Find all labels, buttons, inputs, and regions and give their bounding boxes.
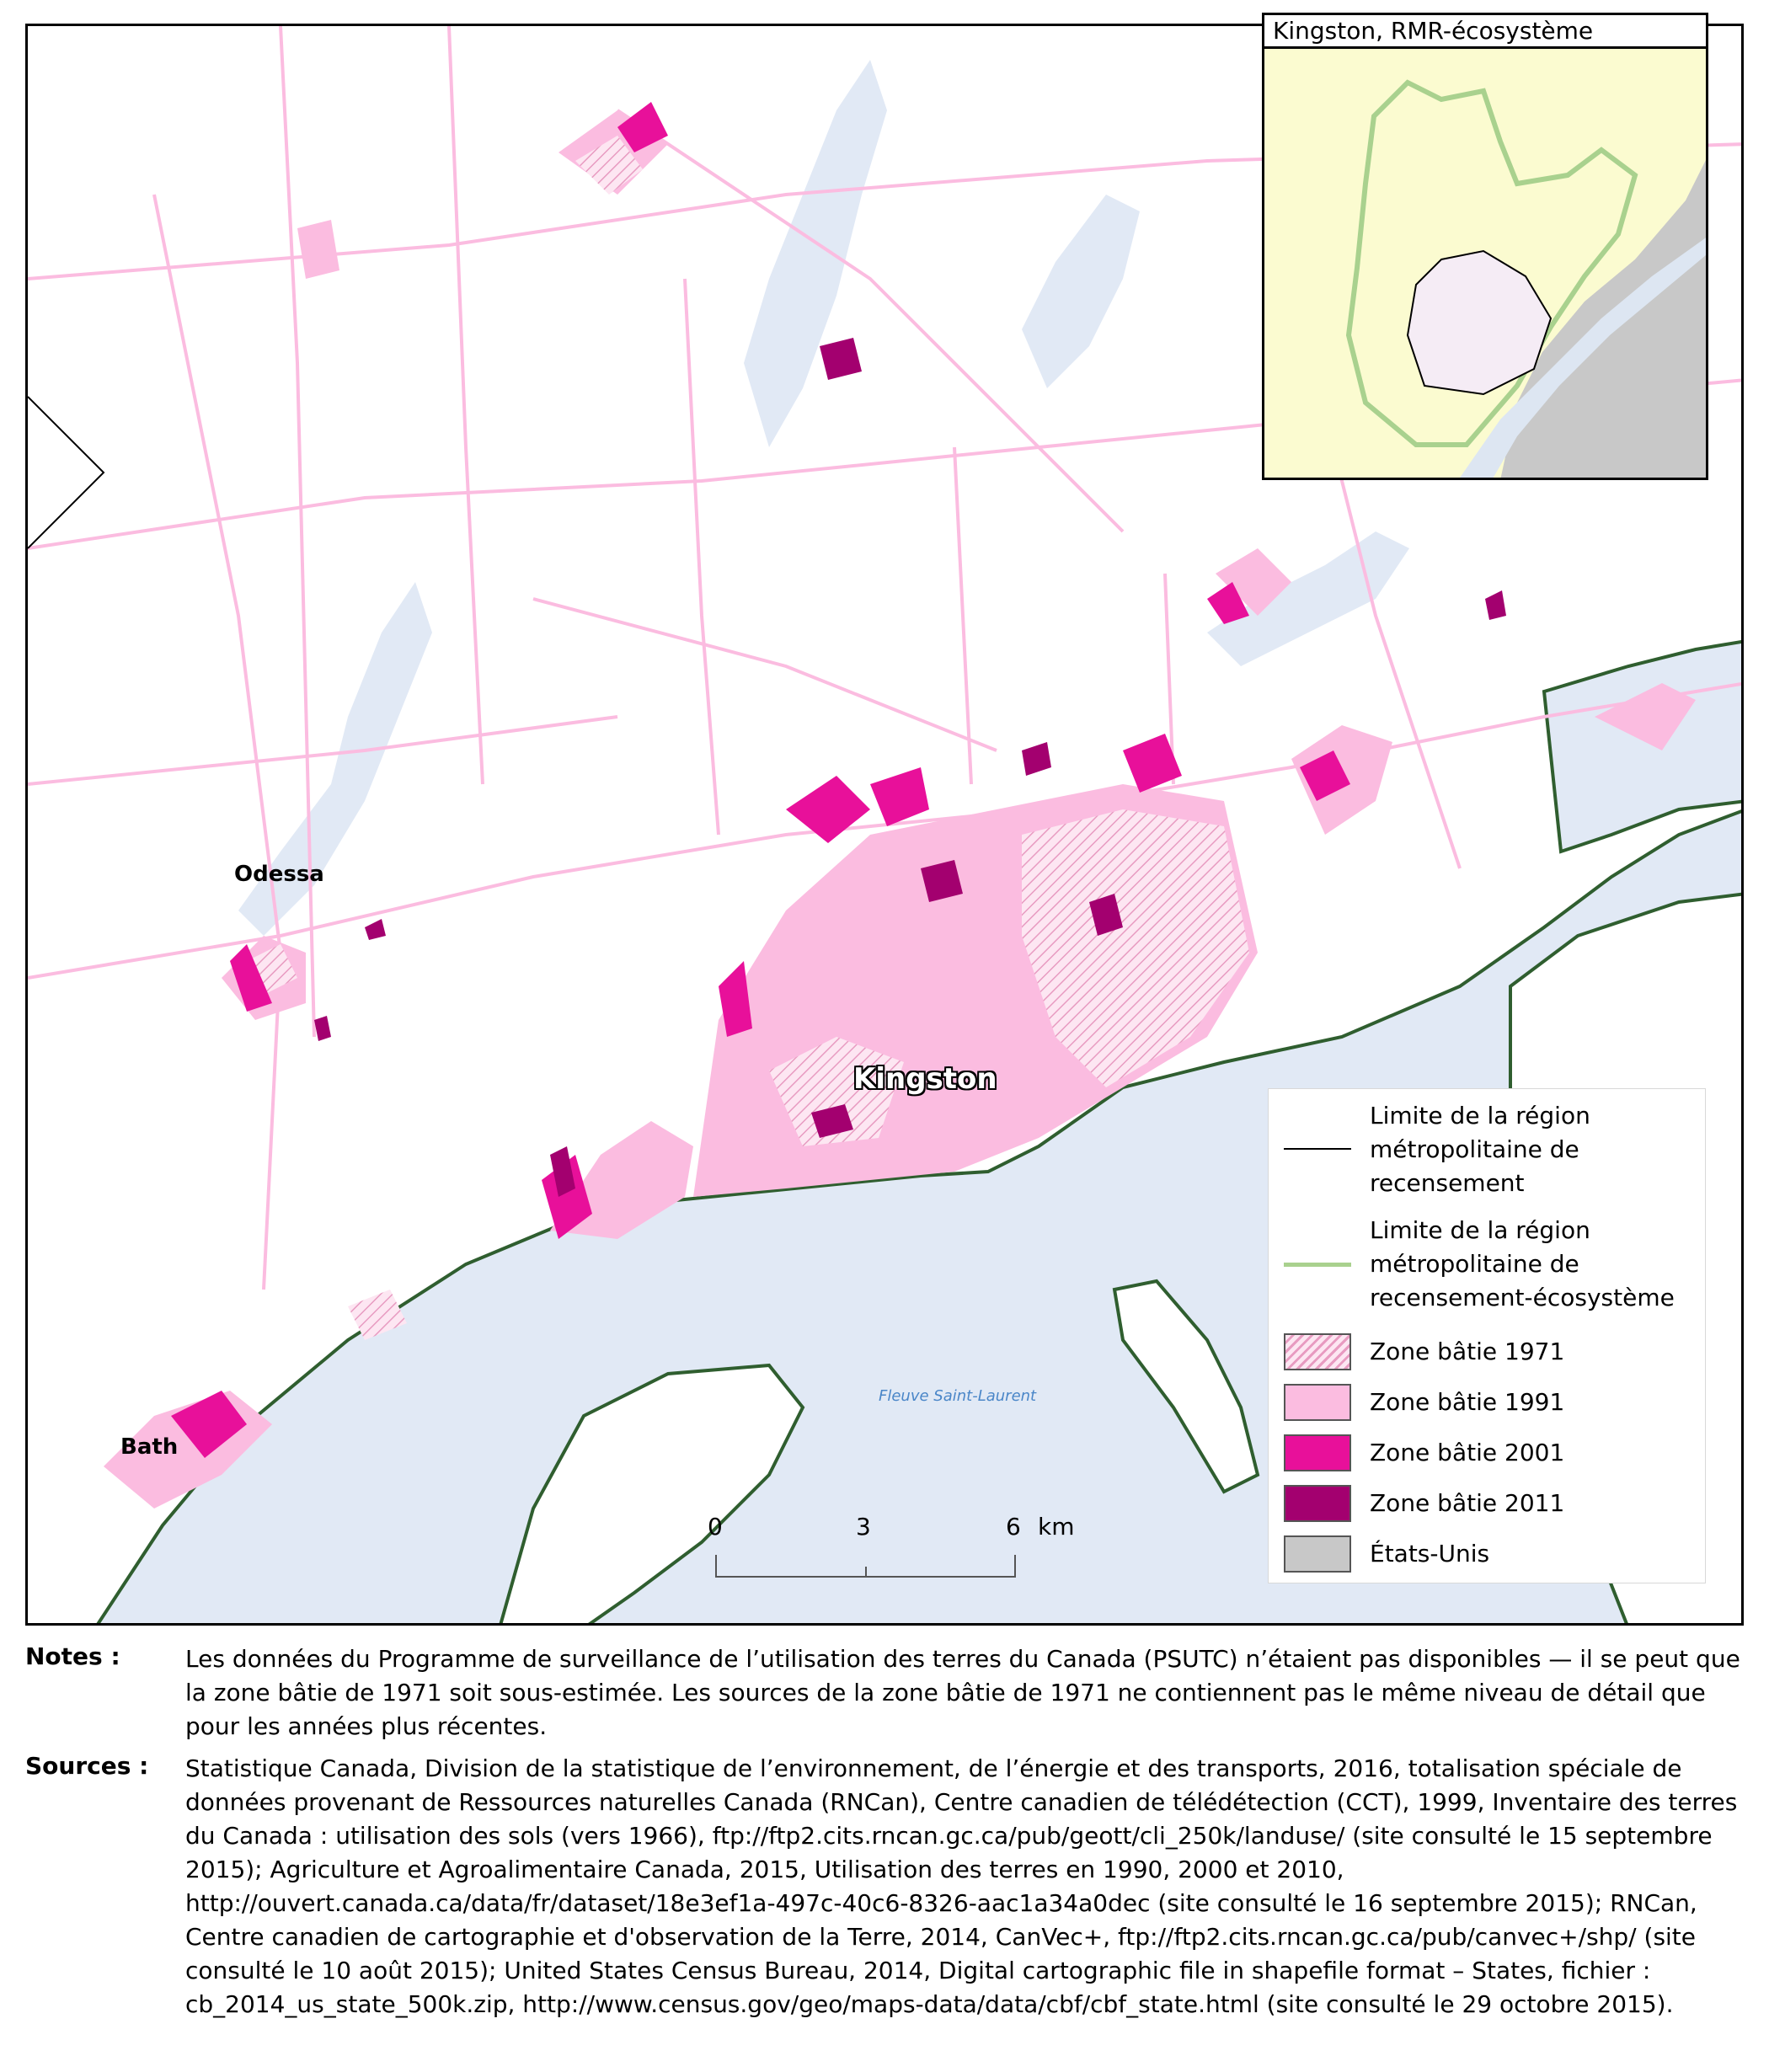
scale-tick-3: 3 (856, 1513, 871, 1541)
sources-heading: Sources : (25, 1752, 149, 1780)
legend-swatch-2001 (1284, 1434, 1351, 1471)
river-label: Fleuve Saint-Laurent (879, 1387, 1037, 1405)
scale-unit: km (1038, 1513, 1075, 1541)
scale-tick-0: 0 (708, 1513, 723, 1541)
kingston-label: Kingston (853, 1062, 997, 1096)
legend-label: Zone bâtie 2011 (1370, 1489, 1565, 1517)
inset-cma-boundary (1408, 251, 1551, 394)
sources-text: Statistique Canada, Division de la statistique de l’environnement, de l’énergie et des transports, 2016, totalisation spéciale de données provenant de Ressources naturelles Canada (RNCan), Centre canadien de télédétection (CCT), 1999, Inventaire des terres du Canada : utilisation des sols (vers 1966), ftp://ftp2.cits.rncan.gc.ca/pub/geott/cli_250k/landuse/ (site consulté le 15 septembre 2015); Agriculture et Agroalimentaire Canada, 2015, Utilisation des terres en 1990, 2000 et 2010, http://ouvert.canada.ca/data/fr/dataset/18e3ef1a-497c-40c6-8326-aac1a34a0dec (site consulté le 16 septembre 2015); RNCan, Centre canadien de cartographie et d'observation de la Terre, 2014, CanVec+, ftp://ftp2.cits.rncan.gc.ca/pub/canvec+/shp/ (site consulté le 10 août 2015); United States Census Bureau, 2014, Digital cartographic file in shapefile format – States, fichier : cb_2014_us_state_500k.zip, http://www.census.gov/geo/maps-data/data/cbf/cbf_state.html (site consulté le 29 octobre 2015). (185, 1754, 1738, 2018)
map-legend (1268, 1088, 1706, 1583)
inset-map (1262, 13, 1708, 480)
legend-swatch-1991 (1284, 1384, 1351, 1421)
notes-text: Les données du Programme de surveillance de l’utilisation des terres du Canada (PSUTC) n’étaient pas disponibles — il se peut que la zone bâtie de 1971 soit sous-estimée. Les sources de la zone bâtie de 1971 ne contiennent pas le même niveau de détail que pour les années plus récentes. (185, 1645, 1740, 1740)
bath-label: Bath (120, 1434, 179, 1460)
legend-label: Limite de la région métropolitaine de recensement (1370, 1102, 1590, 1197)
scale-bar (691, 1513, 1075, 1589)
legend-label: États-Unis (1370, 1540, 1490, 1567)
cma-boundary (28, 397, 104, 548)
legend-label: Zone bâtie 1971 (1370, 1338, 1565, 1365)
legend-swatch-usa (1284, 1535, 1351, 1573)
notes-heading: Notes : (25, 1642, 120, 1670)
legend-swatch-ecosystem-line (1284, 1263, 1351, 1267)
legend-swatch-1971 (1284, 1333, 1351, 1370)
legend-swatch-cma-line (1284, 1148, 1351, 1150)
inset-canvas (1264, 49, 1708, 480)
legend-label: Limite de la région métropolitaine de recensement-écosystème (1370, 1216, 1675, 1311)
lake-north (744, 60, 887, 447)
legend-label: Zone bâtie 1991 (1370, 1388, 1565, 1416)
inset-title: Kingston, RMR-écosystème (1264, 15, 1706, 49)
lake-northeast (1022, 195, 1140, 388)
odessa-label: Odessa (234, 862, 324, 887)
legend-swatch-2011 (1284, 1485, 1351, 1522)
scale-tick-6: 6 (1006, 1513, 1021, 1541)
legend-label: Zone bâtie 2001 (1370, 1439, 1565, 1466)
scale-bar-line (708, 1551, 1028, 1585)
